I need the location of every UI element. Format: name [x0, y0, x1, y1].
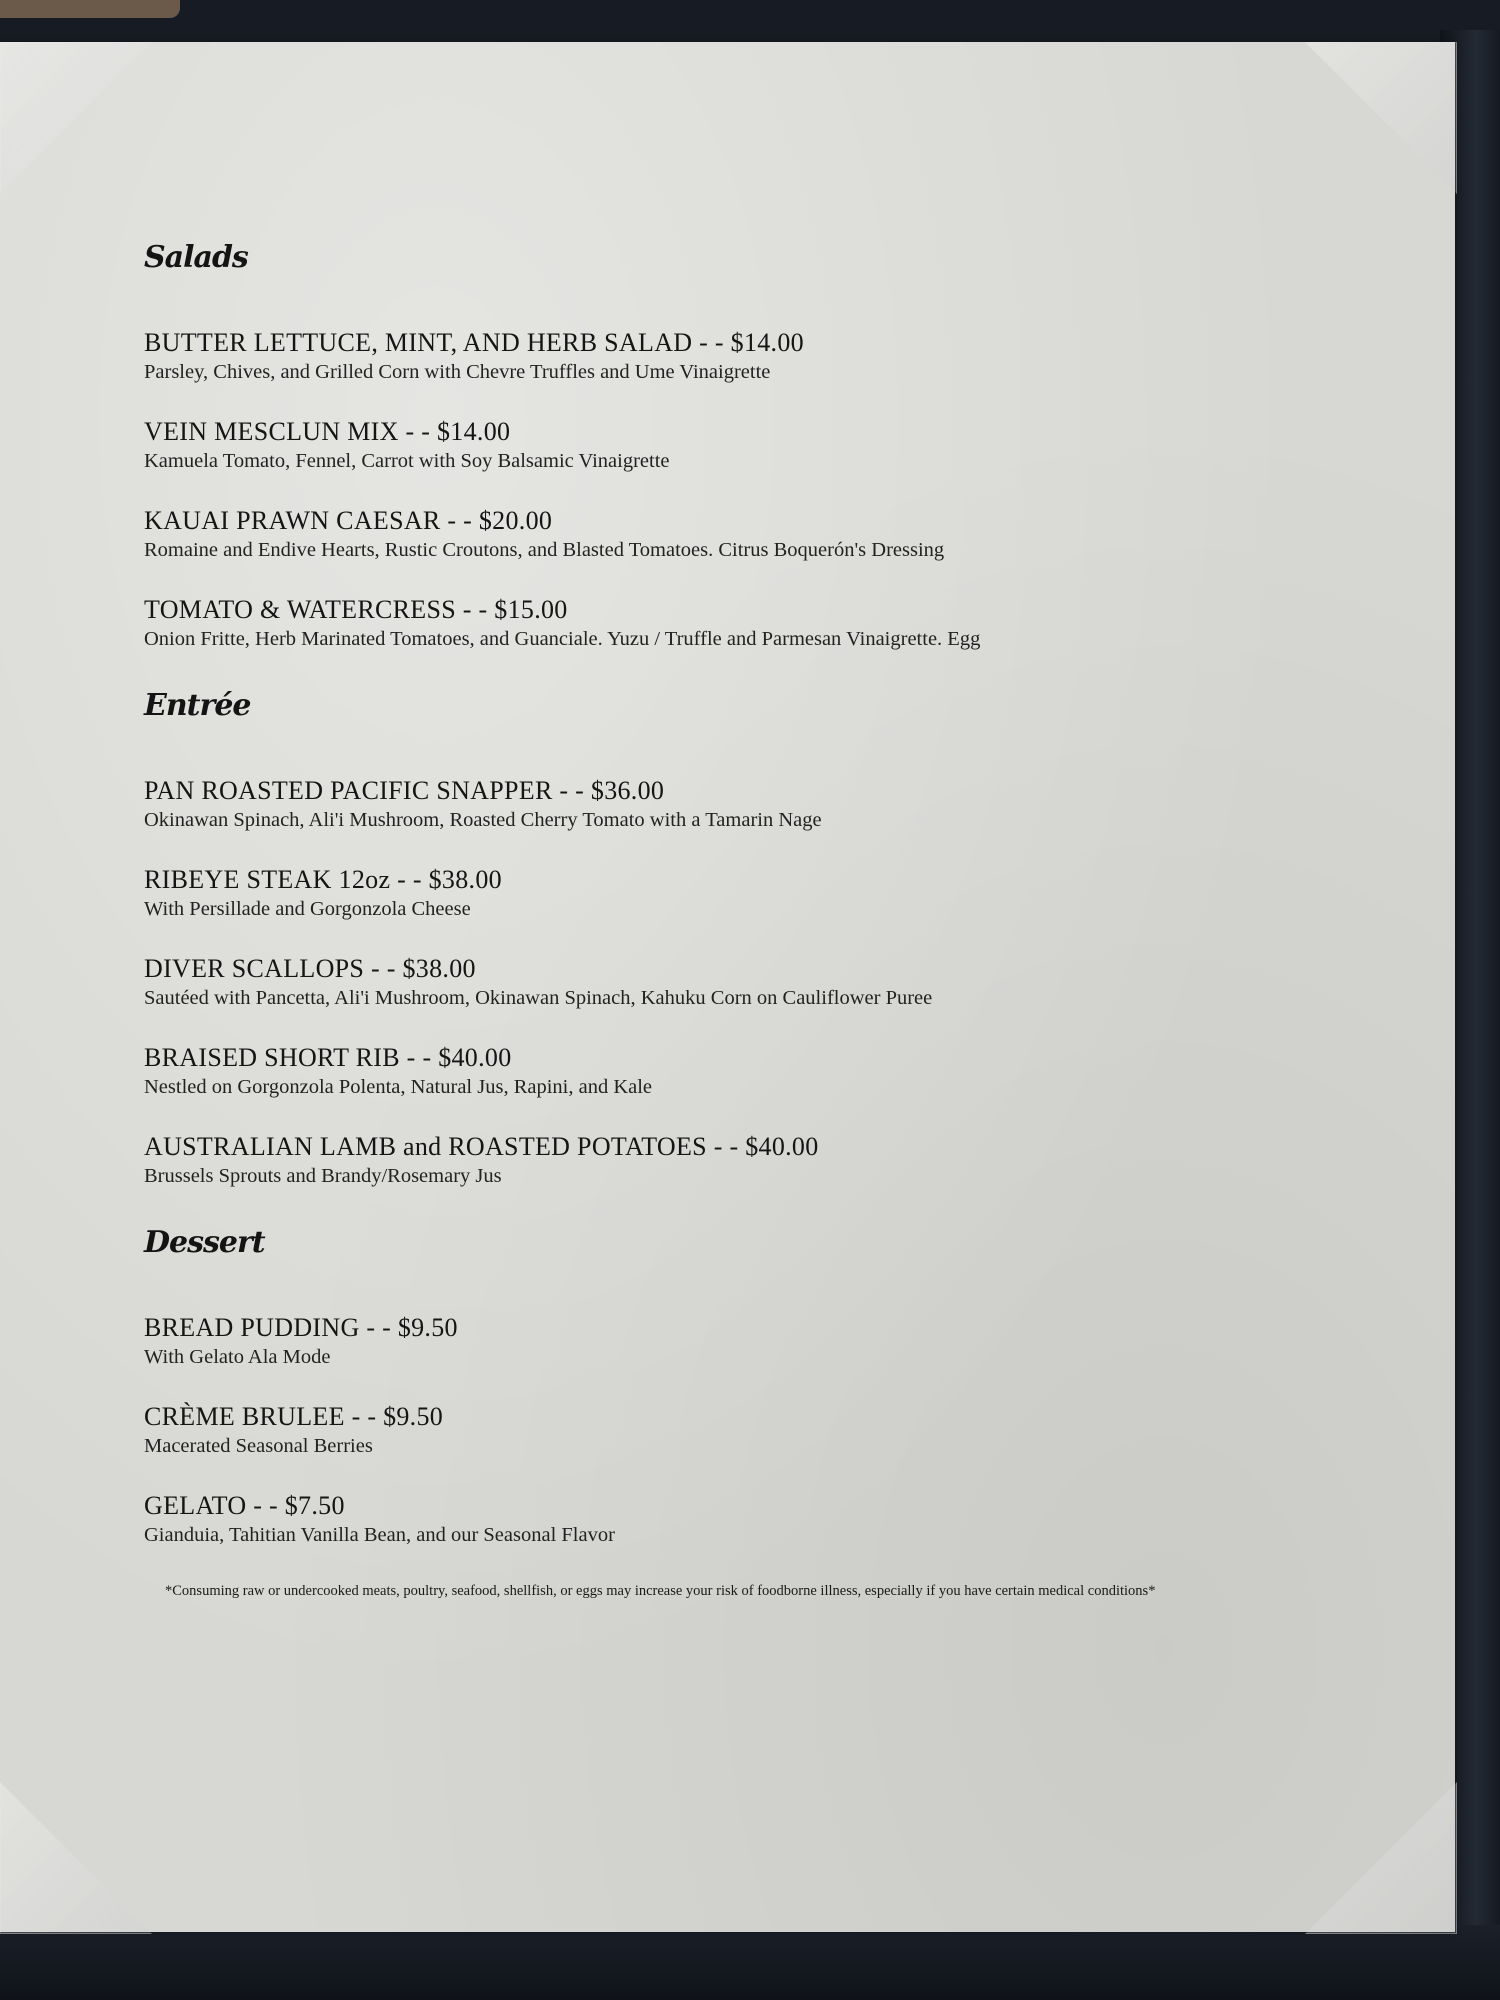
section-items: [144, 1312, 1304, 1548]
item-name: GELATO - - $7.50: [144, 1491, 345, 1520]
item-description: Onion Fritte, Herb Marinated Tomatoes, and Guanciale. Yuzu / Truffle and Parmesan Vinaigrette. Egg: [144, 628, 981, 650]
item-name: CRÈME BRULEE - - $9.50: [144, 1402, 444, 1431]
item-name: VEIN MESCLUN MIX - - $14.00: [144, 417, 511, 446]
menu-item: [144, 594, 1304, 652]
item-name: DIVER SCALLOPS - - $38.00: [144, 954, 476, 983]
menu-item: [144, 505, 1304, 563]
menu-item: [144, 1401, 1304, 1459]
menu-item: [144, 1312, 1304, 1370]
holder-tab: [0, 0, 180, 18]
menu-holder-top: [0, 0, 1500, 44]
menu-item: [144, 416, 1304, 474]
item-description: Okinawan Spinach, Ali'i Mushroom, Roasted Cherry Tomato with a Tamarin Nage: [144, 809, 822, 831]
menu-item: [144, 775, 1304, 833]
section-title: Salads: [144, 240, 248, 275]
item-description: Kamuela Tomato, Fennel, Carrot with Soy Balsamic Vinaigrette: [144, 450, 670, 472]
item-description: With Persillade and Gorgonzola Cheese: [144, 898, 471, 920]
menu-item: [144, 1131, 1304, 1189]
section-items: [144, 327, 1304, 652]
menu-item: [144, 864, 1304, 922]
item-description: With Gelato Ala Mode: [144, 1346, 331, 1368]
item-name: BUTTER LETTUCE, MINT, AND HERB SALAD - - $14.00: [144, 328, 804, 357]
menu-item: [144, 1490, 1304, 1548]
menu-item: [144, 327, 1304, 385]
section-salads: [144, 240, 1304, 652]
item-description: Parsley, Chives, and Grilled Corn with Chevre Truffles and Ume Vinaigrette: [144, 361, 771, 383]
food-safety-disclaimer: *Consuming raw or undercooked meats, poultry, seafood, shellfish, or eggs may increase your risk of foodborne illness, especially if you have certain medical conditions*: [165, 1583, 1156, 1599]
menu-item: [144, 953, 1304, 1011]
menu-content: [144, 240, 1304, 1584]
item-name: BRAISED SHORT RIB - - $40.00: [144, 1043, 512, 1072]
item-description: Sautéed with Pancetta, Ali'i Mushroom, Okinawan Spinach, Kahuku Corn on Cauliflower Puree: [144, 987, 933, 1009]
item-name: PAN ROASTED PACIFIC SNAPPER - - $36.00: [144, 776, 665, 805]
item-name: KAUAI PRAWN CAESAR - - $20.00: [144, 506, 553, 535]
menu-holder-bottom: [0, 1925, 1500, 2000]
section-title: Dessert: [144, 1225, 265, 1260]
item-name: AUSTRALIAN LAMB and ROASTED POTATOES - - $40.00: [144, 1132, 819, 1161]
section-entree: [144, 688, 1304, 1189]
item-description: Romaine and Endive Hearts, Rustic Croutons, and Blasted Tomatoes. Citrus Boquerón's Dressing: [144, 539, 945, 561]
item-name: RIBEYE STEAK 12oz - - $38.00: [144, 865, 502, 894]
section-items: [144, 775, 1304, 1189]
item-description: Macerated Seasonal Berries: [144, 1435, 373, 1457]
item-description: Nestled on Gorgonzola Polenta, Natural Jus, Rapini, and Kale: [144, 1076, 653, 1098]
menu-item: [144, 1042, 1304, 1100]
item-description: Gianduia, Tahitian Vanilla Bean, and our Seasonal Flavor: [144, 1524, 615, 1546]
item-description: Brussels Sprouts and Brandy/Rosemary Jus: [144, 1165, 502, 1187]
item-name: TOMATO & WATERCRESS - - $15.00: [144, 595, 568, 624]
section-dessert: [144, 1225, 1304, 1548]
section-title: Entrée: [144, 688, 251, 723]
item-name: BREAD PUDDING - - $9.50: [144, 1313, 458, 1342]
